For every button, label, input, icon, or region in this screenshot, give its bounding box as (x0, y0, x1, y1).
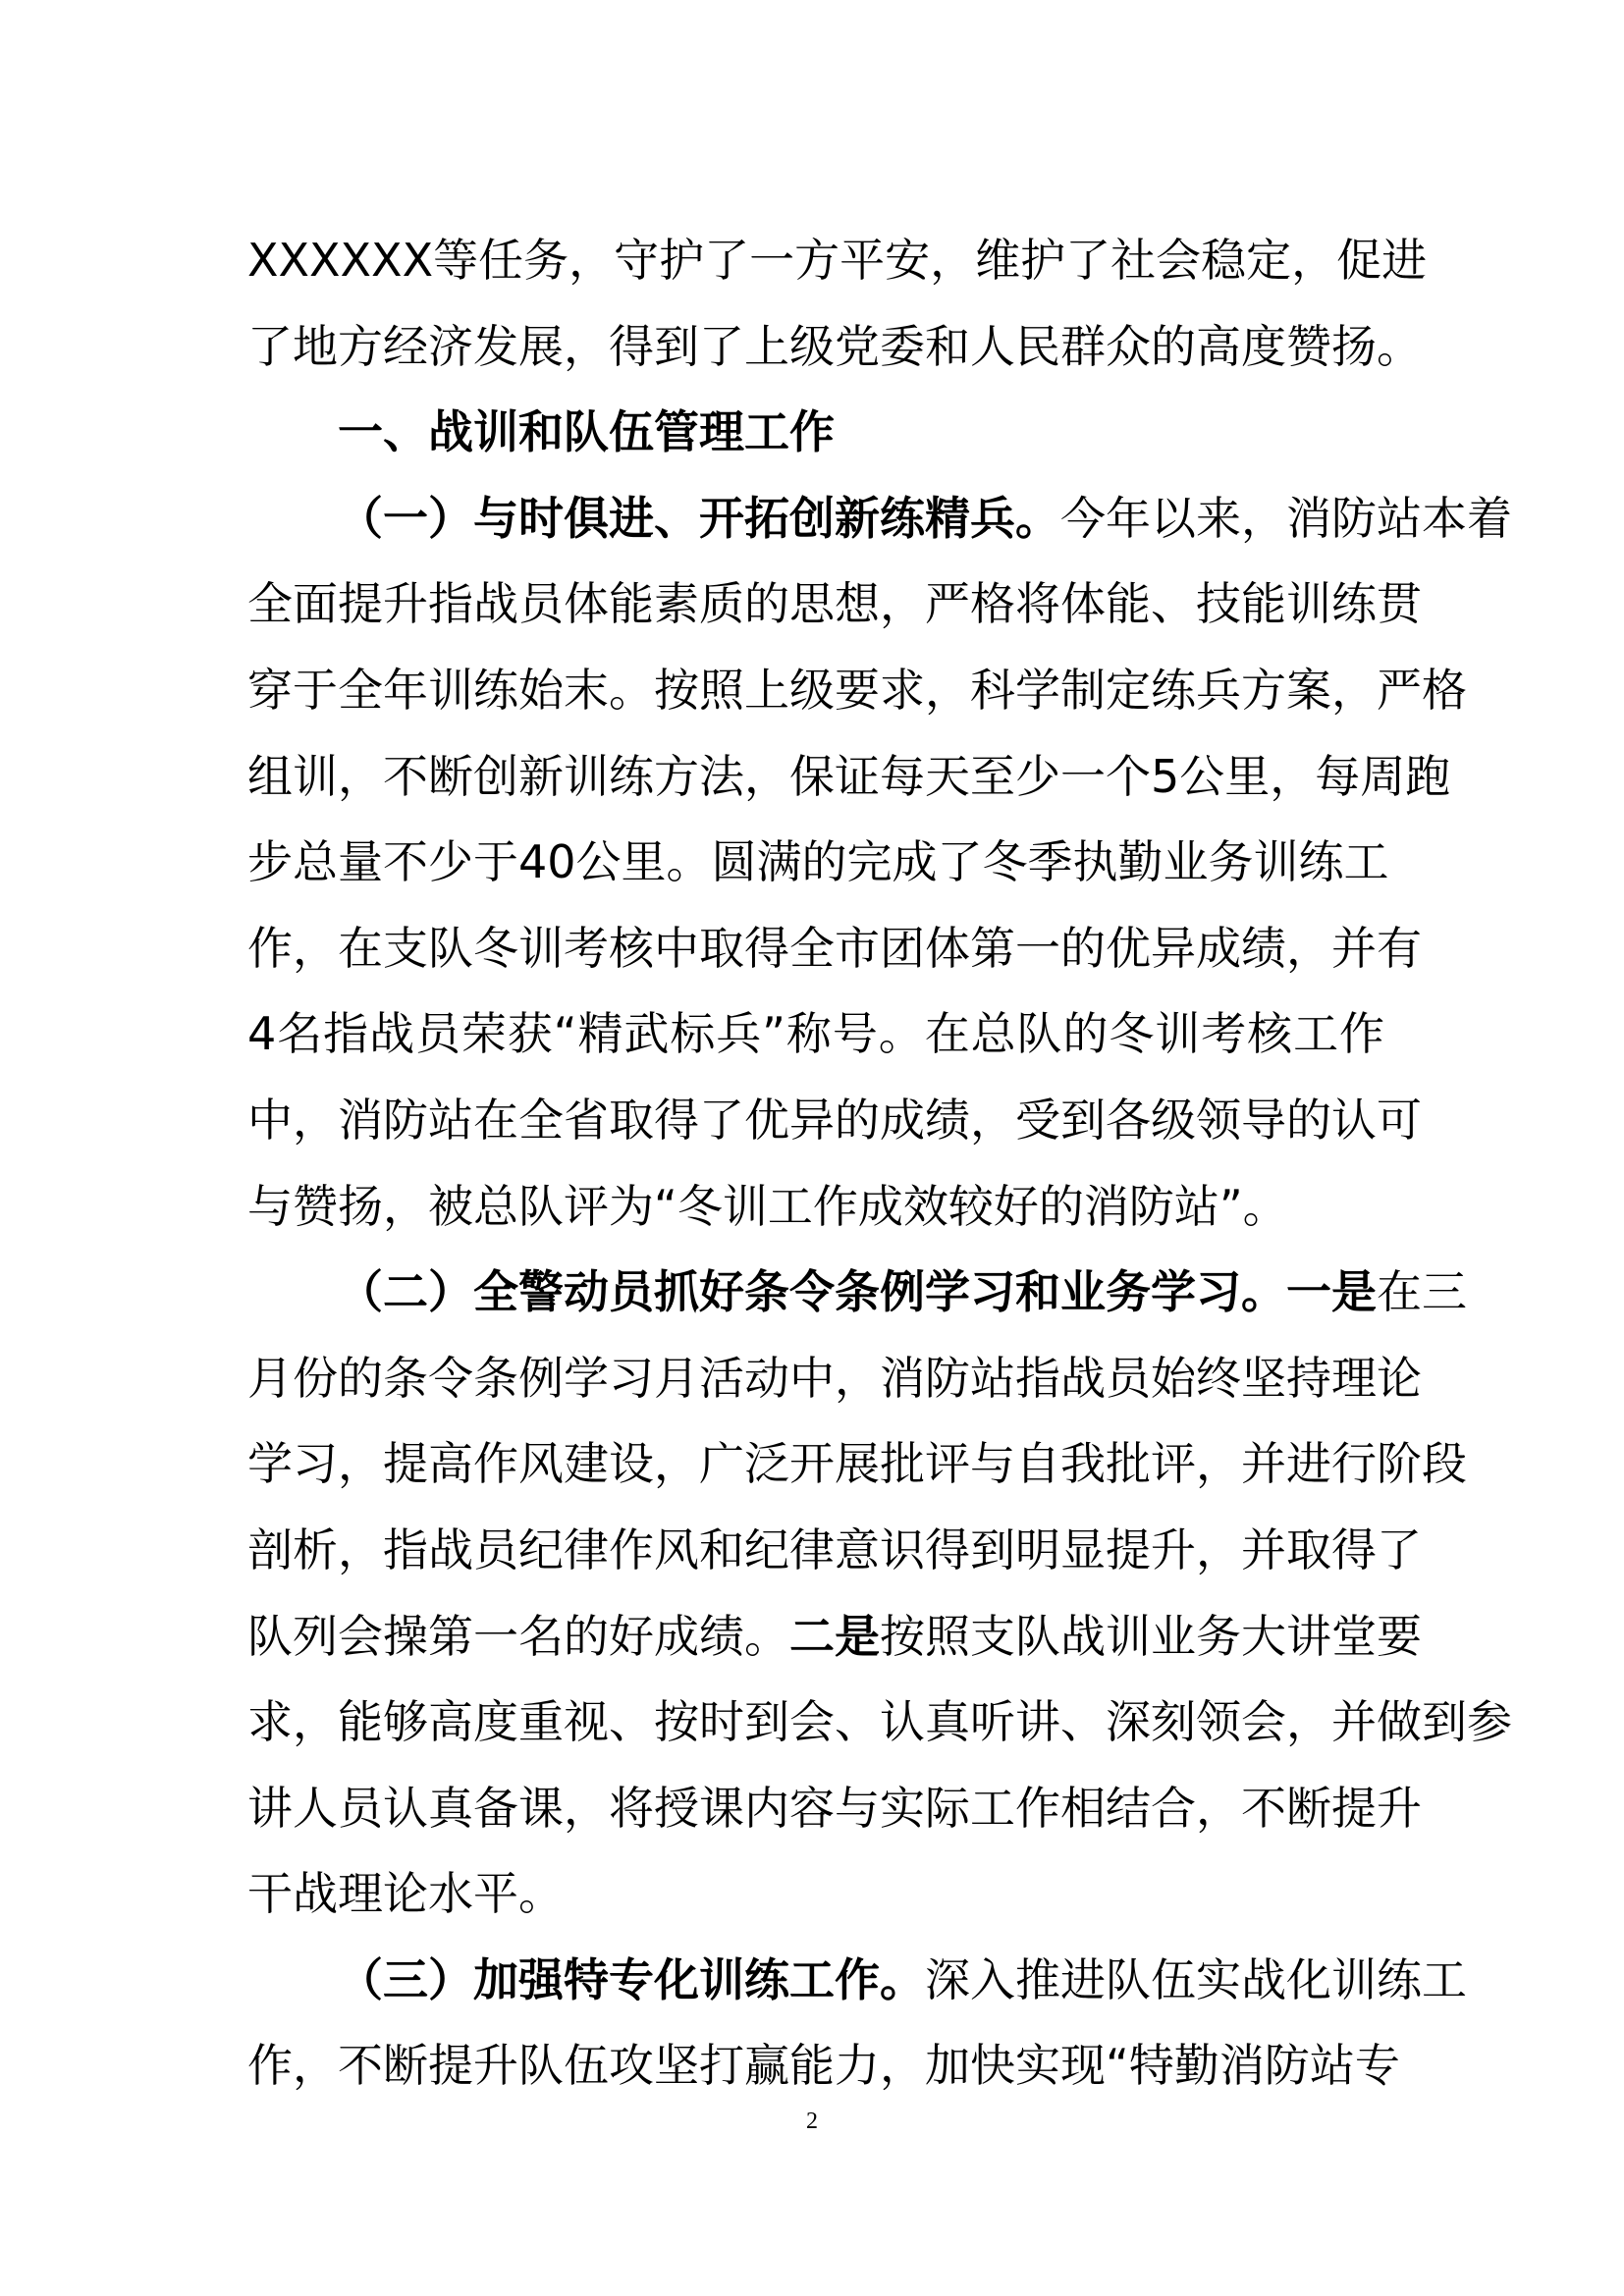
body-line: 穿于全年训练始末。按照上级要求，科学制定练兵方案，严格 (247, 663, 1467, 717)
document-body (247, 218, 1512, 2109)
section-heading: 一、战训和队伍管理工作 (338, 405, 835, 459)
body-line: 作，不断提升队伍攻坚打赢能力，加快实现“特勤消防站专 (247, 2039, 1400, 2093)
subsection-line (247, 1250, 1467, 1336)
body-text: 今年以来，消防站本着 (1060, 491, 1512, 545)
body-text: 在三 (1377, 1265, 1467, 1319)
body-line: 干战理论水平。 (247, 1867, 564, 1921)
body-line: 与赞扬，被总队评为“冬训工作成效较好的消防站”。 (247, 1179, 1288, 1233)
subsection-line (247, 1938, 1467, 2024)
subsection-title: （一）与时俱进、开拓创新练精兵。 (338, 491, 1060, 545)
body-line: 求，能够高度重视、按时到会、认真听讲、深刻领会，并做到参 (247, 1695, 1512, 1749)
body-text: 按照支队战训业务大讲堂要 (880, 1609, 1422, 1663)
subsection-line (247, 476, 1512, 562)
subsection-title: （三）加强特专化训练工作。 (338, 1952, 925, 2006)
body-line (247, 1594, 1422, 1681)
page-number: 2 (806, 2109, 818, 2134)
body-line: 月份的条令条例学习月活动中，消防站指战员始终坚持理论 (247, 1351, 1422, 1405)
body-line: 剖析，指战员纪律作风和纪律意识得到明显提升，并取得了 (247, 1522, 1422, 1576)
subsection-title: （二）全警动员抓好条令条例学习和业务学习。 (338, 1265, 1286, 1319)
emphasis-text: 二是 (789, 1609, 880, 1663)
body-line: 讲人员认真备课，将授课内容与实际工作相结合，不断提升 (247, 1781, 1422, 1835)
body-line: 组训，不断创新训练方法，保证每天至少一个5公里，每周跑 (247, 749, 1451, 803)
body-line: 中，消防站在全省取得了优异的成绩，受到各级领导的认可 (247, 1093, 1422, 1147)
body-line: 步总量不少于40公里。圆满的完成了冬季执勤业务训练工 (247, 835, 1389, 889)
body-line: 作，在支队冬训考核中取得全市团体第一的优异成绩，并有 (247, 921, 1422, 975)
body-line: 学习，提高作风建设，广泛开展批评与自我批评，并进行阶段 (247, 1437, 1467, 1491)
body-line: 全面提升指战员体能素质的思想，严格将体能、技能训练贯 (247, 577, 1422, 631)
body-text: 队列会操第一名的好成绩。 (247, 1609, 789, 1663)
body-line: 了地方经济发展，得到了上级党委和人民群众的高度赞扬。 (247, 319, 1422, 373)
body-text: 深入推进队伍实战化训练工 (925, 1952, 1467, 2006)
body-line: 4名指战员荣获“精武标兵”称号。在总队的冬训考核工作 (247, 1007, 1384, 1061)
emphasis-text: 一是 (1286, 1265, 1377, 1319)
body-line: XXXXXX等任务，守护了一方平安，维护了社会稳定，促进 (247, 234, 1428, 287)
